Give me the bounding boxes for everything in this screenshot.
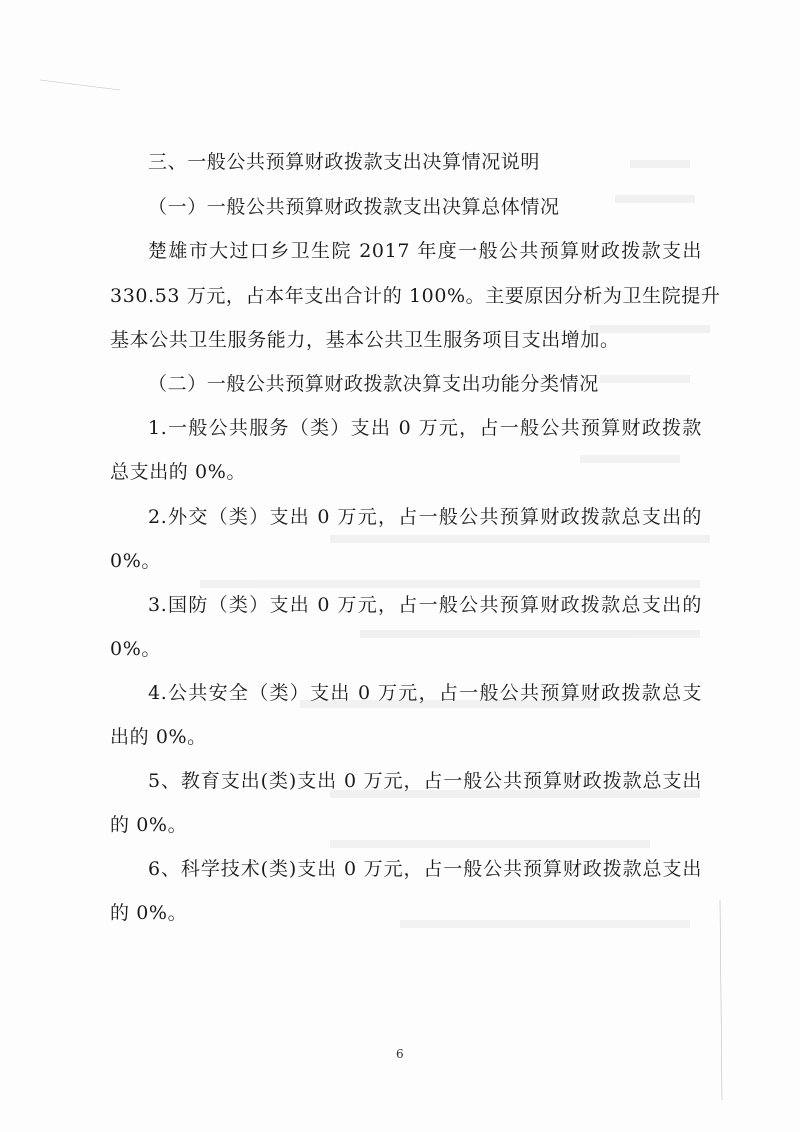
page-number: 6: [396, 1047, 404, 1061]
list-item-line: 6、科学技术(类)支出 0 万元，占一般公共预算财政拨款总支出: [148, 858, 702, 880]
list-item-line: 3.国防（类）支出 0 万元，占一般公共预算财政拨款总支出的: [148, 594, 702, 616]
list-item-line: 的 0%。: [110, 902, 188, 924]
list-item-line: 总支出的 0%。: [110, 461, 246, 483]
paragraph-line: 基本公共卫生服务能力，基本公共卫生服务项目支出增加。: [110, 329, 620, 351]
list-item-line: 4.公共安全（类）支出 0 万元，占一般公共预算财政拨款总支: [148, 682, 702, 704]
subsection-heading-functional: （二）一般公共预算财政拨款决算支出功能分类情况: [148, 373, 599, 395]
paragraph-line: 楚雄市大过口乡卫生院 2017 年度一般公共预算财政拨款支出: [148, 240, 702, 262]
list-item-line: 0%。: [110, 638, 161, 660]
list-item-line: 2.外交（类）支出 0 万元，占一般公共预算财政拨款总支出的: [148, 506, 702, 528]
list-item-line: 出的 0%。: [110, 726, 207, 748]
list-item-line: 5、教育支出(类)支出 0 万元，占一般公共预算财政拨款总支出: [148, 770, 702, 792]
list-item-line: 的 0%。: [110, 814, 188, 836]
paragraph-line: 330.53 万元，占本年支出合计的 100%。主要原因分析为卫生院提升: [110, 285, 721, 307]
list-item-line: 0%。: [110, 550, 161, 572]
list-item-line: 1.一般公共服务（类）支出 0 万元，占一般公共预算财政拨款: [148, 417, 702, 439]
subsection-heading-overall: （一）一般公共预算财政拨款支出决算总体情况: [148, 196, 560, 218]
section-heading: 三、一般公共预算财政拨款支出决算情况说明: [148, 151, 541, 173]
